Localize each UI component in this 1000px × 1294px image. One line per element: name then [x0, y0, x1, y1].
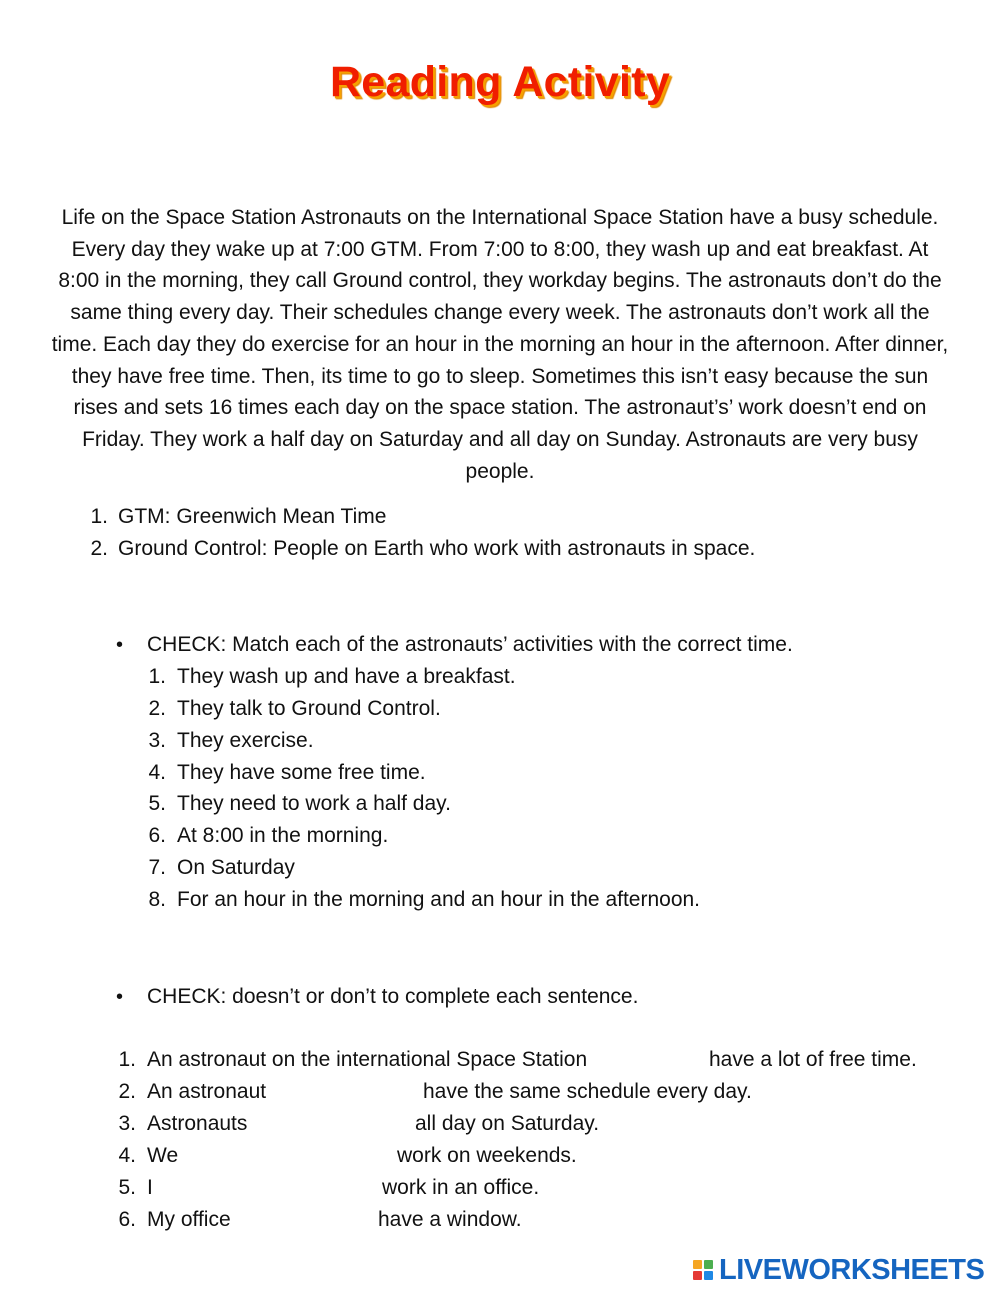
sentence-end: all day on Saturday.	[415, 1112, 600, 1135]
sentence-number: 2.	[118, 1080, 136, 1103]
logo-mark-icon	[693, 1260, 713, 1280]
sentence-start: I	[147, 1176, 153, 1199]
match-item-text: They have some free time.	[177, 761, 426, 784]
match-item-number: 4.	[148, 761, 166, 784]
sentence-number: 4.	[118, 1144, 136, 1167]
match-item-number: 7.	[148, 856, 166, 879]
match-item-text: On Saturday	[177, 856, 295, 879]
match-item-number: 3.	[148, 729, 166, 752]
sentence-number: 3.	[118, 1112, 136, 1135]
glossary-number: 2.	[90, 537, 108, 560]
sentence-start: We	[147, 1144, 179, 1167]
sentence-end: work on weekends.	[397, 1144, 577, 1167]
glossary-text: Ground Control: People on Earth who work with astronauts in space.	[118, 537, 756, 560]
page-title: Reading Activity	[329, 58, 671, 106]
match-item-number: 5.	[148, 792, 166, 815]
check1-heading: CHECK: Match each of the astronauts’ activities with the correct time.	[147, 633, 793, 656]
sentence-end: have a lot of free time.	[709, 1048, 917, 1071]
logo-text: LIVEWORKSHEETS	[719, 1253, 985, 1286]
match-item-text: They need to work a half day.	[177, 792, 451, 815]
match-item-number: 8.	[148, 888, 166, 911]
check2-heading: CHECK: doesn’t or don’t to complete each sentence.	[147, 985, 639, 1008]
sentence-end: have the same schedule every day.	[423, 1080, 752, 1103]
sentence-number: 1.	[118, 1048, 136, 1071]
bullet-icon: •	[116, 986, 124, 1008]
bullet-icon: •	[116, 634, 124, 656]
reading-passage: Life on the Space Station Astronauts on the International Space Station have a busy schedule. Every day they wake up at 7:00 GTM. From 7:00 to 8:00, they wash up and eat breakfast. At 8:00 in the morning, they call Ground control, they workday begins. The astronauts don’t do the same thing every day. Their schedules change every week. The astronauts don’t work all the time. Each day they do exercise for an hour in the morning an hour in the afternoon. After dinner, they have free time. Then, its time to go to sleep. Sometimes this isn’t easy because the sun rises and sets 16 times each day on the space station. The astronaut’s’ work doesn’t end on Friday. They work a half day on Saturday and all day on Sunday. Astronauts are very busy people.	[51, 206, 949, 483]
match-item-number: 1.	[148, 665, 166, 688]
match-item-text: They talk to Ground Control.	[177, 697, 441, 720]
match-item-number: 6.	[148, 824, 166, 847]
match-item-number: 2.	[148, 697, 166, 720]
glossary-number: 1.	[90, 505, 108, 528]
sentence-start: An astronaut on the international Space Station	[147, 1048, 588, 1071]
glossary-text: GTM: Greenwich Mean Time	[118, 505, 387, 528]
match-item-text: For an hour in the morning and an hour in the afternoon.	[177, 888, 701, 911]
sentence-start: Astronauts	[147, 1112, 248, 1135]
sentence-number: 6.	[118, 1208, 136, 1231]
match-item-text: They exercise.	[177, 729, 314, 752]
sentence-end: have a window.	[378, 1208, 522, 1231]
sentence-start: My office	[147, 1208, 231, 1231]
liveworksheets-logo	[693, 1253, 984, 1287]
match-item-text: At 8:00 in the morning.	[177, 824, 389, 847]
match-item-text: They wash up and have a breakfast.	[177, 665, 516, 688]
sentence-number: 5.	[118, 1176, 136, 1199]
sentence-end: work in an office.	[382, 1176, 540, 1199]
sentence-start: An astronaut	[147, 1080, 267, 1103]
